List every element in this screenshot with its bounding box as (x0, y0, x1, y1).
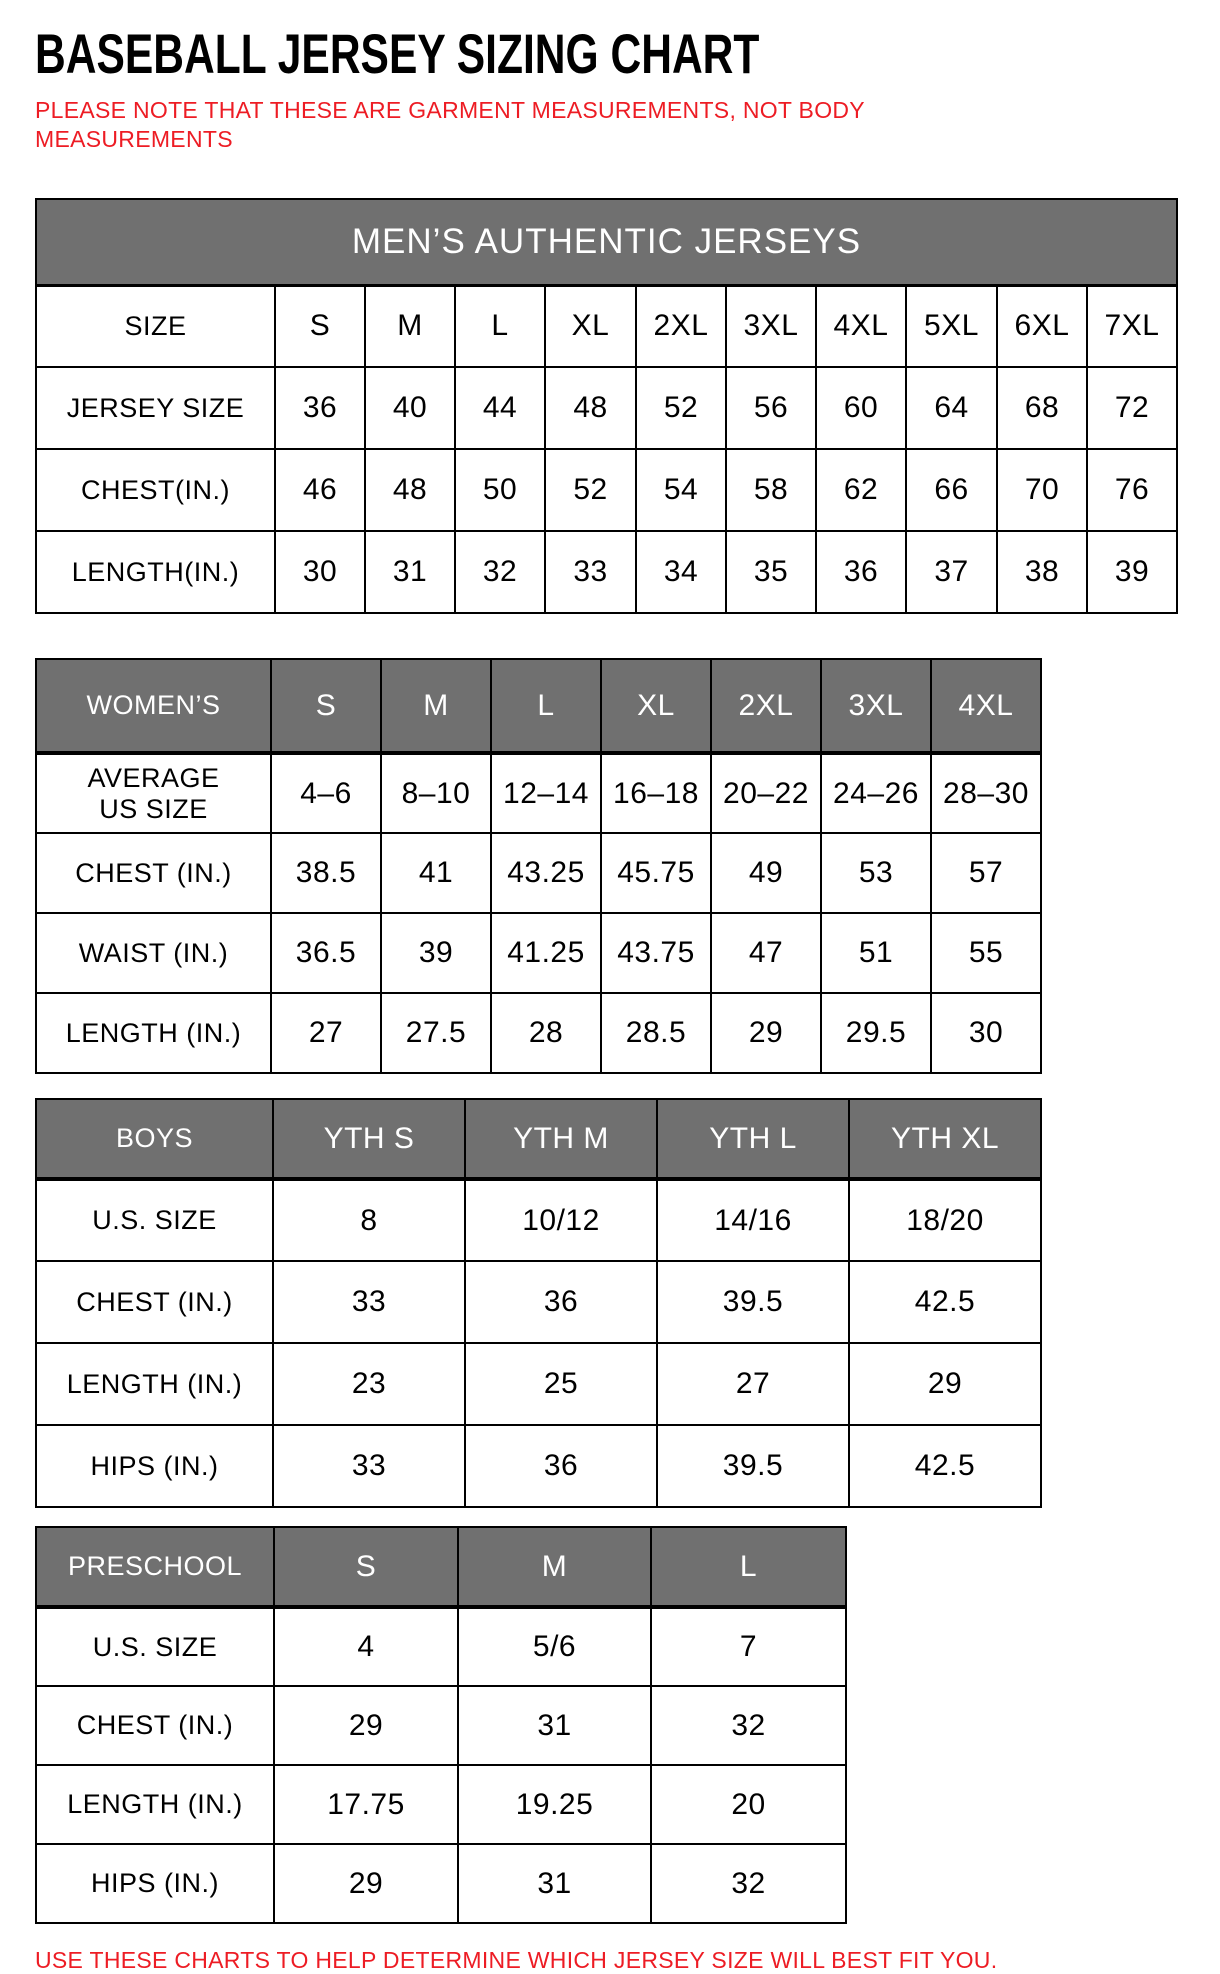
row-label: CHEST(IN.) (36, 449, 275, 531)
size-value: 31 (458, 1844, 651, 1923)
size-value: 33 (545, 531, 636, 613)
row-label: LENGTH (IN.) (36, 1765, 274, 1844)
table-row (36, 449, 1177, 531)
size-value: 31 (458, 1686, 651, 1765)
column-header: XL (601, 659, 711, 753)
size-value: 47 (711, 913, 821, 993)
size-value: 41.25 (491, 913, 601, 993)
row-label: HIPS (IN.) (36, 1844, 274, 1923)
size-value: 30 (931, 993, 1041, 1073)
size-value: 58 (726, 449, 816, 531)
size-value: 17.75 (274, 1765, 458, 1844)
size-value: 51 (821, 913, 931, 993)
row-label: HIPS (IN.) (36, 1425, 273, 1507)
size-value: S (275, 285, 365, 367)
size-value: 33 (273, 1425, 465, 1507)
row-label: LENGTH (IN.) (36, 1343, 273, 1425)
size-value: 38.5 (271, 833, 381, 913)
size-value: 54 (636, 449, 726, 531)
size-value: 56 (726, 367, 816, 449)
size-value: 20 (651, 1765, 846, 1844)
size-value: 32 (651, 1844, 846, 1923)
size-value: 8 (273, 1179, 465, 1261)
size-value: 4–6 (271, 753, 381, 833)
size-value: 45.75 (601, 833, 711, 913)
size-value: 29 (274, 1686, 458, 1765)
column-header: YTH S (273, 1099, 465, 1179)
row-label: LENGTH (IN.) (36, 993, 271, 1073)
size-value: 28 (491, 993, 601, 1073)
table-row (36, 531, 1177, 613)
size-value: 52 (545, 449, 636, 531)
table-row (36, 1179, 1041, 1261)
row-label: CHEST (IN.) (36, 833, 271, 913)
row-label: LENGTH(IN.) (36, 531, 275, 613)
column-header: 4XL (931, 659, 1041, 753)
table-row (36, 367, 1177, 449)
size-value: 48 (365, 449, 455, 531)
fit-advice-note: USE THESE CHARTS TO HELP DETERMINE WHICH JERSEY SIZE WILL BEST FIT YOU. (35, 1947, 998, 1973)
size-value: 29 (849, 1343, 1041, 1425)
column-header: M (381, 659, 491, 753)
row-label: AVERAGE US SIZE (36, 753, 271, 833)
size-value: 52 (636, 367, 726, 449)
column-header: 3XL (821, 659, 931, 753)
row-label: CHEST (IN.) (36, 1261, 273, 1343)
size-value: 38 (997, 531, 1087, 613)
size-value: 23 (273, 1343, 465, 1425)
size-value: 4 (274, 1607, 458, 1686)
size-value: 46 (275, 449, 365, 531)
size-value: 37 (906, 531, 997, 613)
row-label: JERSEY SIZE (36, 367, 275, 449)
column-header: S (271, 659, 381, 753)
mens-authentic-jerseys-table (35, 198, 1178, 614)
column-header: L (651, 1527, 846, 1607)
size-value: 14/16 (657, 1179, 849, 1261)
row-label: WAIST (IN.) (36, 913, 271, 993)
size-value: 28–30 (931, 753, 1041, 833)
size-value: 12–14 (491, 753, 601, 833)
column-header: S (274, 1527, 458, 1607)
size-value: 24–26 (821, 753, 931, 833)
table-row (36, 1844, 846, 1923)
size-value: 3XL (726, 285, 816, 367)
size-value: 57 (931, 833, 1041, 913)
column-header: YTH M (465, 1099, 657, 1179)
size-value: 48 (545, 367, 636, 449)
row-label: CHEST (IN.) (36, 1686, 274, 1765)
size-value: 40 (365, 367, 455, 449)
size-value: 4XL (816, 285, 906, 367)
size-value: 32 (455, 531, 545, 613)
column-header: M (458, 1527, 651, 1607)
size-value: 43.75 (601, 913, 711, 993)
size-value: 30 (275, 531, 365, 613)
size-value: 49 (711, 833, 821, 913)
table-row (36, 1261, 1041, 1343)
preschool-sizing-table (35, 1526, 847, 1924)
size-value: 36.5 (271, 913, 381, 993)
size-value: 41 (381, 833, 491, 913)
size-value: 5XL (906, 285, 997, 367)
table-row (36, 285, 1177, 367)
table-row (36, 1607, 846, 1686)
size-value: 44 (455, 367, 545, 449)
size-value: 7 (651, 1607, 846, 1686)
size-value: 36 (816, 531, 906, 613)
size-value: 29 (274, 1844, 458, 1923)
table-row (36, 1686, 846, 1765)
size-value: 62 (816, 449, 906, 531)
table-row (36, 993, 1041, 1073)
row-label: U.S. SIZE (36, 1179, 273, 1261)
size-value: 70 (997, 449, 1087, 531)
size-value: 55 (931, 913, 1041, 993)
table-title: BOYS (36, 1099, 273, 1179)
size-value: 39 (1087, 531, 1177, 613)
size-value: 10/12 (465, 1179, 657, 1261)
size-value: 5/6 (458, 1607, 651, 1686)
size-value: 32 (651, 1686, 846, 1765)
size-value: L (455, 285, 545, 367)
boys-sizing-table (35, 1098, 1042, 1508)
size-value: 28.5 (601, 993, 711, 1073)
table-row (36, 1425, 1041, 1507)
size-value: 8–10 (381, 753, 491, 833)
size-value: 27 (657, 1343, 849, 1425)
size-value: XL (545, 285, 636, 367)
size-value: 39.5 (657, 1261, 849, 1343)
size-value: M (365, 285, 455, 367)
size-value: 66 (906, 449, 997, 531)
size-value: 7XL (1087, 285, 1177, 367)
size-value: 19.25 (458, 1765, 651, 1844)
table-row (36, 833, 1041, 913)
womens-sizing-table (35, 658, 1042, 1074)
size-value: 18/20 (849, 1179, 1041, 1261)
size-value: 16–18 (601, 753, 711, 833)
table-title: PRESCHOOL (36, 1527, 274, 1607)
size-value: 68 (997, 367, 1087, 449)
size-value: 42.5 (849, 1425, 1041, 1507)
table-row (36, 753, 1041, 833)
size-value: 29.5 (821, 993, 931, 1073)
table-row (36, 913, 1041, 993)
table-title: WOMEN’S (36, 659, 271, 753)
size-value: 2XL (636, 285, 726, 367)
size-value: 31 (365, 531, 455, 613)
size-value: 36 (465, 1261, 657, 1343)
garment-measurement-note: PLEASE NOTE THAT THESE ARE GARMENT MEASUREMENTS, NOT BODY MEASUREMENTS (35, 97, 865, 152)
size-value: 72 (1087, 367, 1177, 449)
column-header: 2XL (711, 659, 821, 753)
size-value: 27.5 (381, 993, 491, 1073)
column-header: L (491, 659, 601, 753)
page-title: BASEBALL JERSEY SIZING CHART (35, 22, 760, 85)
size-value: 39 (381, 913, 491, 993)
size-value: 50 (455, 449, 545, 531)
column-header: YTH XL (849, 1099, 1041, 1179)
size-value: 36 (275, 367, 365, 449)
row-label: U.S. SIZE (36, 1607, 274, 1686)
size-value: 20–22 (711, 753, 821, 833)
size-value: 36 (465, 1425, 657, 1507)
column-header: YTH L (657, 1099, 849, 1179)
size-value: 76 (1087, 449, 1177, 531)
table-banner: MEN’S AUTHENTIC JERSEYS (36, 199, 1177, 285)
table-row (36, 1765, 846, 1844)
size-value: 60 (816, 367, 906, 449)
size-value: 6XL (997, 285, 1087, 367)
size-value: 25 (465, 1343, 657, 1425)
size-value: 27 (271, 993, 381, 1073)
table-row (36, 1343, 1041, 1425)
size-value: 64 (906, 367, 997, 449)
size-value: 33 (273, 1261, 465, 1343)
size-value: 43.25 (491, 833, 601, 913)
size-value: 53 (821, 833, 931, 913)
size-value: 35 (726, 531, 816, 613)
size-value: 39.5 (657, 1425, 849, 1507)
row-label: SIZE (36, 285, 275, 367)
size-value: 29 (711, 993, 821, 1073)
size-value: 42.5 (849, 1261, 1041, 1343)
size-value: 34 (636, 531, 726, 613)
